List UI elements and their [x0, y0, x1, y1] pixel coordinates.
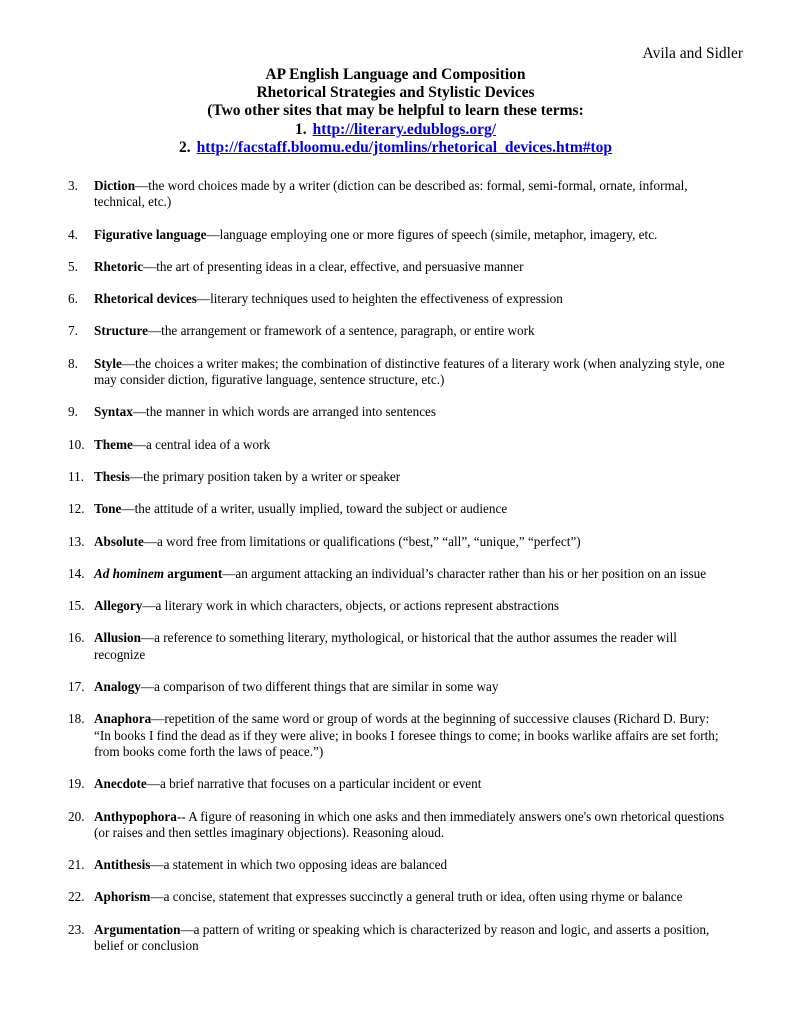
terms-list: [68, 178, 728, 954]
term-item: [68, 356, 728, 389]
term-item: [68, 566, 728, 582]
term-definition: a reference to something literary, mythological, or historical that the author assumes the reader will recognize: [94, 630, 677, 662]
term-word: Thesis: [94, 468, 130, 484]
site-2-link[interactable]: http://facstaff.bloomu.edu/jtomlins/rhetorical_devices.htm#top: [196, 138, 613, 156]
term-separator: —: [132, 436, 147, 452]
term-item: [68, 534, 728, 550]
term-definition: the arrangement or framework of a sentence, paragraph, or entire work: [161, 323, 535, 339]
term-definition: an argument attacking an individual’s character rather than his or her position on an issue: [235, 565, 707, 581]
term-separator: —: [147, 323, 162, 339]
term-definition: a brief narrative that focuses on a particular incident or event: [159, 776, 482, 792]
term-word: Aphorism: [94, 889, 151, 905]
term-number: 19.: [68, 776, 85, 792]
term-separator: —: [135, 178, 149, 193]
document-subtitle: Rhetorical Strategies and Stylistic Devices: [256, 84, 535, 102]
term-item: [68, 227, 728, 243]
term-item: [68, 501, 728, 517]
term-number: 9.: [68, 404, 78, 420]
term-word: Antithesis: [94, 857, 151, 873]
term-item: [68, 630, 728, 663]
term-separator: --: [176, 808, 189, 824]
term-number: 10.: [68, 436, 85, 452]
site-1-number: 1.: [294, 120, 307, 138]
term-number: 23.: [68, 921, 85, 937]
term-word: Structure: [94, 323, 148, 339]
term-item: [68, 679, 728, 695]
term-number: 5.: [68, 258, 78, 274]
term-separator: —: [150, 857, 164, 873]
term-definition: the choices a writer makes; the combination of distinctive features of a literary work (when analyzing style, one may consider diction, figurative language, sentence structure, etc.): [94, 355, 725, 388]
term-word: Allusion: [94, 630, 141, 646]
term-item: [68, 776, 728, 792]
term-separator: —: [222, 565, 236, 581]
term-separator: —: [140, 679, 155, 695]
term-separator: —: [151, 711, 165, 727]
term-separator: —: [143, 258, 157, 274]
author-header: Avila and Sidler: [642, 45, 743, 62]
term-definition: the primary position taken by a writer or speaker: [143, 468, 401, 484]
term-number: 13.: [68, 533, 85, 549]
site-2-number: 2.: [178, 138, 191, 156]
term-separator: —: [129, 468, 144, 484]
term-item: [68, 598, 728, 614]
term-number: 3.: [68, 178, 78, 193]
site-1-link[interactable]: http://literary.edublogs.org/: [312, 120, 497, 138]
term-number: 21.: [68, 857, 85, 873]
term-item: [68, 323, 728, 339]
term-item: [68, 922, 728, 955]
term-number: 14.: [68, 565, 85, 581]
term-separator: —: [132, 404, 147, 420]
term-separator: —: [143, 533, 158, 549]
site-1: [0, 121, 791, 139]
term-separator: —: [196, 291, 211, 307]
term-word: argument: [163, 565, 223, 581]
term-number: 8.: [68, 355, 78, 371]
term-item: [68, 291, 728, 307]
term-separator: —: [121, 355, 136, 371]
term-word: Absolute: [94, 533, 144, 549]
term-word: Analogy: [94, 679, 141, 695]
term-definition: a concise, statement that expresses succinctly a general truth or idea, often using rhyme or balance: [163, 889, 683, 905]
term-word: Anecdote: [94, 776, 147, 792]
term-number: 11.: [68, 468, 84, 484]
term-item: [68, 178, 728, 211]
term-item: [68, 437, 728, 453]
term-definition: a word free from limitations or qualifications (“best,” “all”, “unique,” “perfect”): [157, 533, 581, 549]
term-word: Argumentation: [94, 921, 181, 937]
term-word: Diction: [94, 178, 136, 193]
term-definition: A figure of reasoning in which one asks and then immediately answers one's own rhetorical questions (or raises and then settles imaginary objections). Reasoning aloud.: [94, 808, 725, 840]
term-separator: —: [140, 630, 155, 646]
term-number: 4.: [68, 226, 78, 242]
term-item: [68, 711, 728, 760]
term-definition: language employing one or more figures of speech (simile, metaphor, imagery, etc.: [219, 226, 658, 242]
term-word: Allegory: [94, 598, 143, 614]
term-word: Anaphora: [94, 711, 152, 727]
term-number: 18.: [68, 711, 85, 727]
term-word: Rhetorical devices: [94, 291, 197, 307]
term-word: Rhetoric: [94, 258, 144, 274]
term-definition: a central idea of a work: [146, 436, 271, 452]
sites-intro: (Two other sites that may be helpful to learn these terms:: [207, 102, 584, 120]
term-word: Figurative language: [94, 226, 207, 242]
term-item: [68, 259, 728, 275]
term-definition: literary techniques used to heighten the effectiveness of expression: [210, 291, 563, 307]
term-separator: —: [146, 776, 160, 792]
term-item: [68, 889, 728, 905]
term-item: [68, 809, 728, 842]
term-word: Anthypophora: [94, 808, 177, 824]
term-definition: repetition of the same word or group of words at the beginning of successive clauses (Richard D. Bury: “In books I find the dead as if they were alive; in books I foresee things to come; in books warlike affairs are set forth; from books come forth the laws of peace.”): [94, 711, 719, 759]
term-word-italic: Ad hominem: [94, 565, 164, 581]
title-block: [0, 66, 791, 157]
term-number: 22.: [68, 889, 85, 905]
term-number: 16.: [68, 630, 85, 646]
term-word: Tone: [94, 501, 122, 517]
term-definition: a comparison of two different things that are similar in some way: [154, 679, 499, 695]
term-definition: a pattern of writing or speaking which is characterized by reason and logic, and asserts a position, belief or conclusion: [94, 921, 710, 954]
term-number: 7.: [68, 323, 78, 339]
term-word: Style: [94, 355, 122, 371]
term-separator: —: [121, 501, 135, 517]
term-definition: the attitude of a writer, usually implied, toward the subject or audience: [134, 501, 508, 517]
term-separator: —: [206, 226, 220, 242]
term-definition: a statement in which two opposing ideas are balanced: [163, 857, 448, 873]
term-word: Theme: [94, 436, 133, 452]
course-title: AP English Language and Composition: [265, 66, 526, 83]
term-word: Syntax: [94, 404, 133, 420]
term-definition: the word choices made by a writer (diction can be described as: formal, semi-formal, ornate, informal, technical, etc.): [94, 178, 688, 210]
term-number: 17.: [68, 679, 85, 695]
term-number: 20.: [68, 808, 85, 824]
term-number: 6.: [68, 291, 78, 307]
term-item: [68, 857, 728, 873]
site-2: [0, 139, 791, 157]
term-number: 12.: [68, 501, 85, 517]
term-separator: —: [150, 889, 164, 905]
term-definition: the manner in which words are arranged into sentences: [146, 404, 437, 420]
term-number: 15.: [68, 598, 85, 614]
term-item: [68, 469, 728, 485]
term-separator: —: [180, 921, 194, 937]
term-item: [68, 404, 728, 420]
term-definition: the art of presenting ideas in a clear, effective, and persuasive manner: [156, 258, 524, 274]
term-definition: a literary work in which characters, objects, or actions represent abstractions: [155, 598, 560, 614]
term-separator: —: [142, 598, 156, 614]
